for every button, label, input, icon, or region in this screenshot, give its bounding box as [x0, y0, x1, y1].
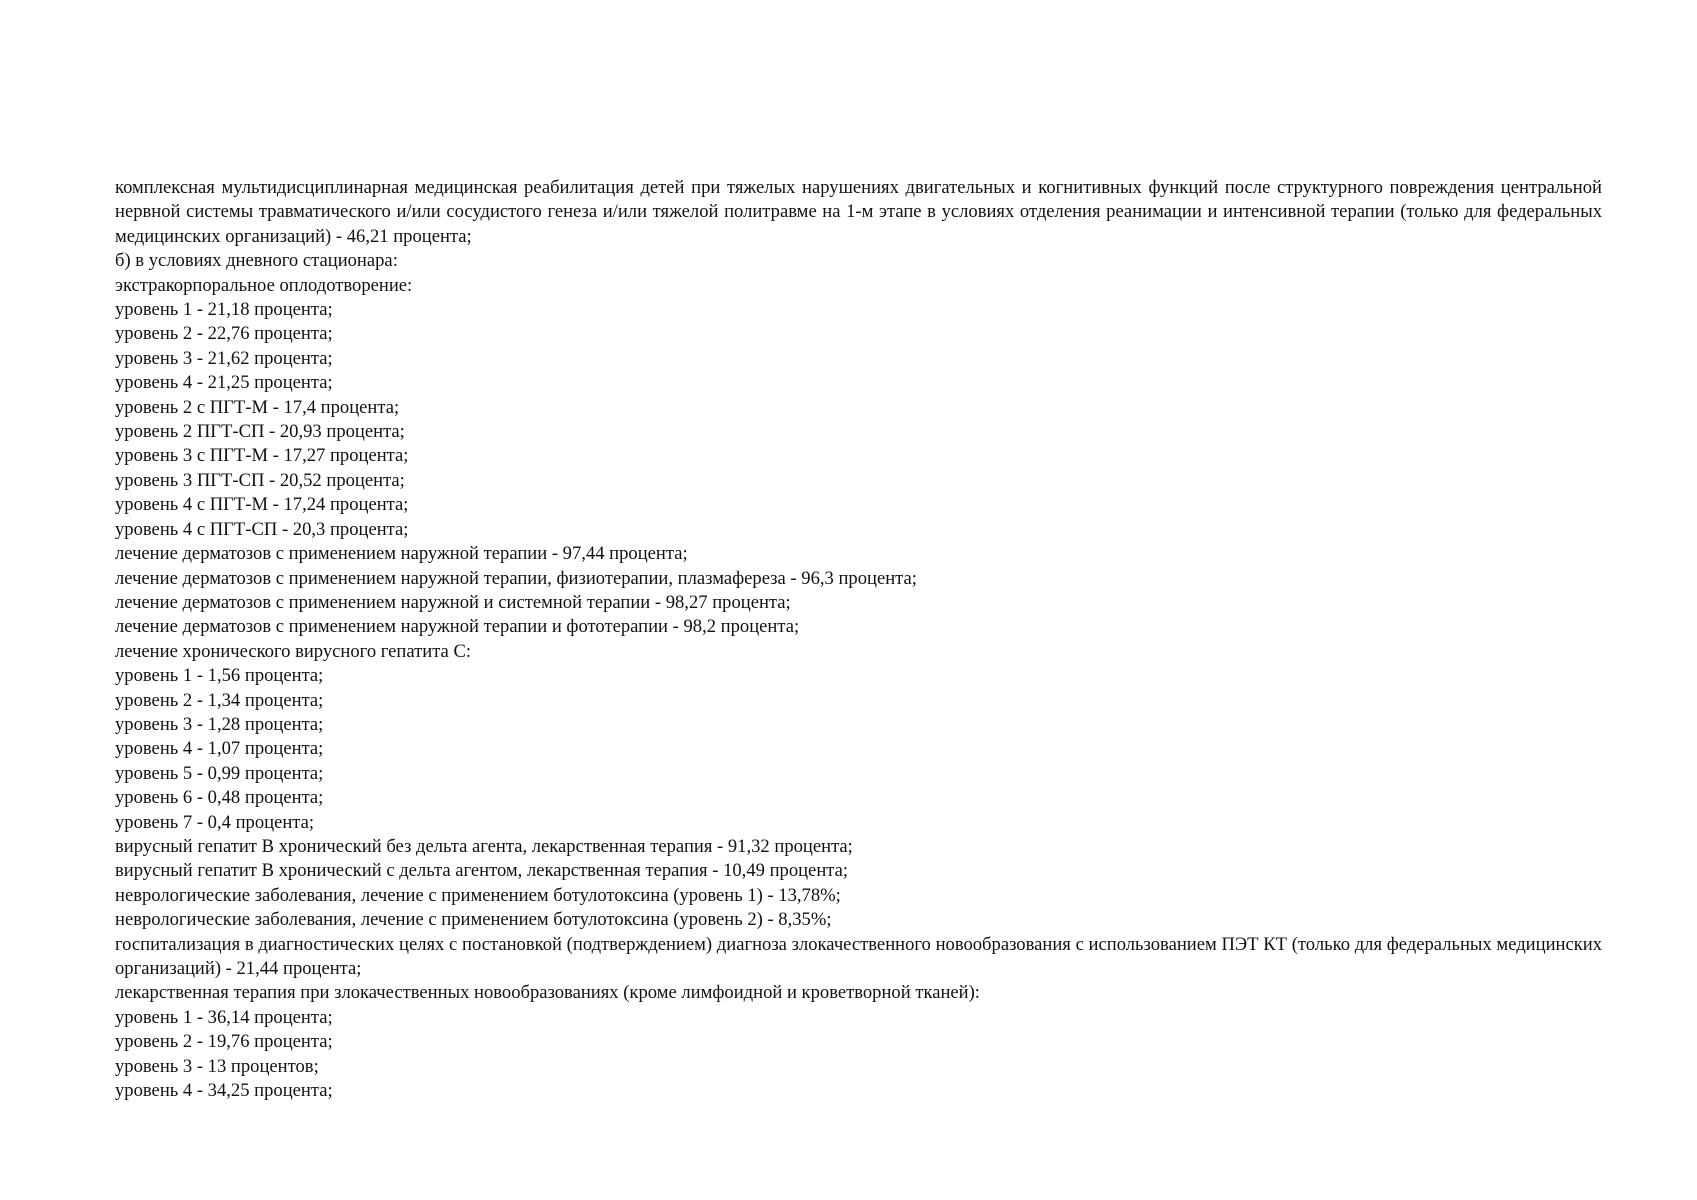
text-line: уровень 4 с ПГТ-М - 17,24 процента; — [115, 494, 409, 516]
text-line: уровень 3 - 21,62 процента; — [115, 347, 333, 369]
text-line: уровень 1 - 1,56 процента; — [115, 665, 324, 687]
text-line: экстракорпоральное оплодотворение: — [115, 274, 413, 296]
text-line: уровень 4 с ПГТ-СП - 20,3 процента; — [115, 518, 409, 540]
text-line: уровень 1 - 36,14 процента; — [115, 1006, 333, 1028]
text-line: уровень 3 с ПГТ-М - 17,27 процента; — [115, 445, 409, 467]
document-body — [115, 176, 1602, 1103]
text-line: уровень 3 - 13 процентов; — [115, 1055, 319, 1077]
text-line: уровень 2 - 19,76 процента; — [115, 1031, 333, 1053]
text-paragraph: госпитализация в диагностических целях с постановкой (подтверждением) диагноза злокачественного новообразования с использованием ПЭТ КТ (только для федеральных медицинских организаций) - 21,44 процента; — [115, 933, 1602, 979]
text-line: б) в условиях дневного стационара: — [115, 250, 398, 272]
text-line: уровень 4 - 34,25 процента; — [115, 1080, 333, 1102]
text-line: уровень 7 - 0,4 процента; — [115, 811, 315, 833]
text-line: уровень 5 - 0,99 процента; — [115, 762, 324, 784]
text-line: неврологические заболевания, лечение с применением ботулотоксина (уровень 1) - 13,78%; — [115, 884, 841, 906]
text-line: уровень 3 - 1,28 процента; — [115, 713, 324, 735]
text-line: уровень 1 - 21,18 процента; — [115, 299, 333, 321]
text-line: вирусный гепатит В хронический без дельта агента, лекарственная терапия - 91,32 процента; — [115, 835, 853, 857]
text-line: лечение хронического вирусного гепатита С: — [115, 640, 472, 662]
text-line: лечение дерматозов с применением наружной терапии и фототерапии - 98,2 процента; — [115, 616, 800, 638]
text-line: лечение дерматозов с применением наружной терапии, физиотерапии, плазмафереза - 96,3 процента; — [115, 567, 917, 589]
text-line: уровень 2 - 22,76 процента; — [115, 323, 333, 345]
text-line: уровень 2 ПГТ-СП - 20,93 процента; — [115, 421, 405, 443]
text-line: уровень 6 - 0,48 процента; — [115, 787, 324, 809]
text-line: уровень 4 - 21,25 процента; — [115, 372, 333, 394]
text-line: уровень 3 ПГТ-СП - 20,52 процента; — [115, 469, 405, 491]
text-line: уровень 4 - 1,07 процента; — [115, 738, 324, 760]
text-line: неврологические заболевания, лечение с применением ботулотоксина (уровень 2) - 8,35%; — [115, 909, 832, 931]
text-line: лекарственная терапия при злокачественных новообразованиях (кроме лимфоидной и кроветворной тканей): — [115, 982, 980, 1004]
text-line: лечение дерматозов с применением наружной терапии - 97,44 процента; — [115, 543, 688, 565]
text-paragraph: комплексная мультидисциплинарная медицинская реабилитация детей при тяжелых нарушениях двигательных и когнитивных функций после структурного повреждения центральной нервной системы травматического и/или сосудистого генеза и/или тяжелой политравме на 1-м этапе в условиях отделения реанимации и интенсивной терапии (только для федеральных медицинских организаций) - 46,21 процента; — [115, 177, 1602, 247]
text-line: лечение дерматозов с применением наружной и системной терапии - 98,27 процента; — [115, 591, 791, 613]
text-line: вирусный гепатит В хронический с дельта агентом, лекарственная терапия - 10,49 процента; — [115, 860, 849, 882]
text-line: уровень 2 - 1,34 процента; — [115, 689, 324, 711]
text-line: уровень 2 с ПГТ-М - 17,4 процента; — [115, 396, 400, 418]
